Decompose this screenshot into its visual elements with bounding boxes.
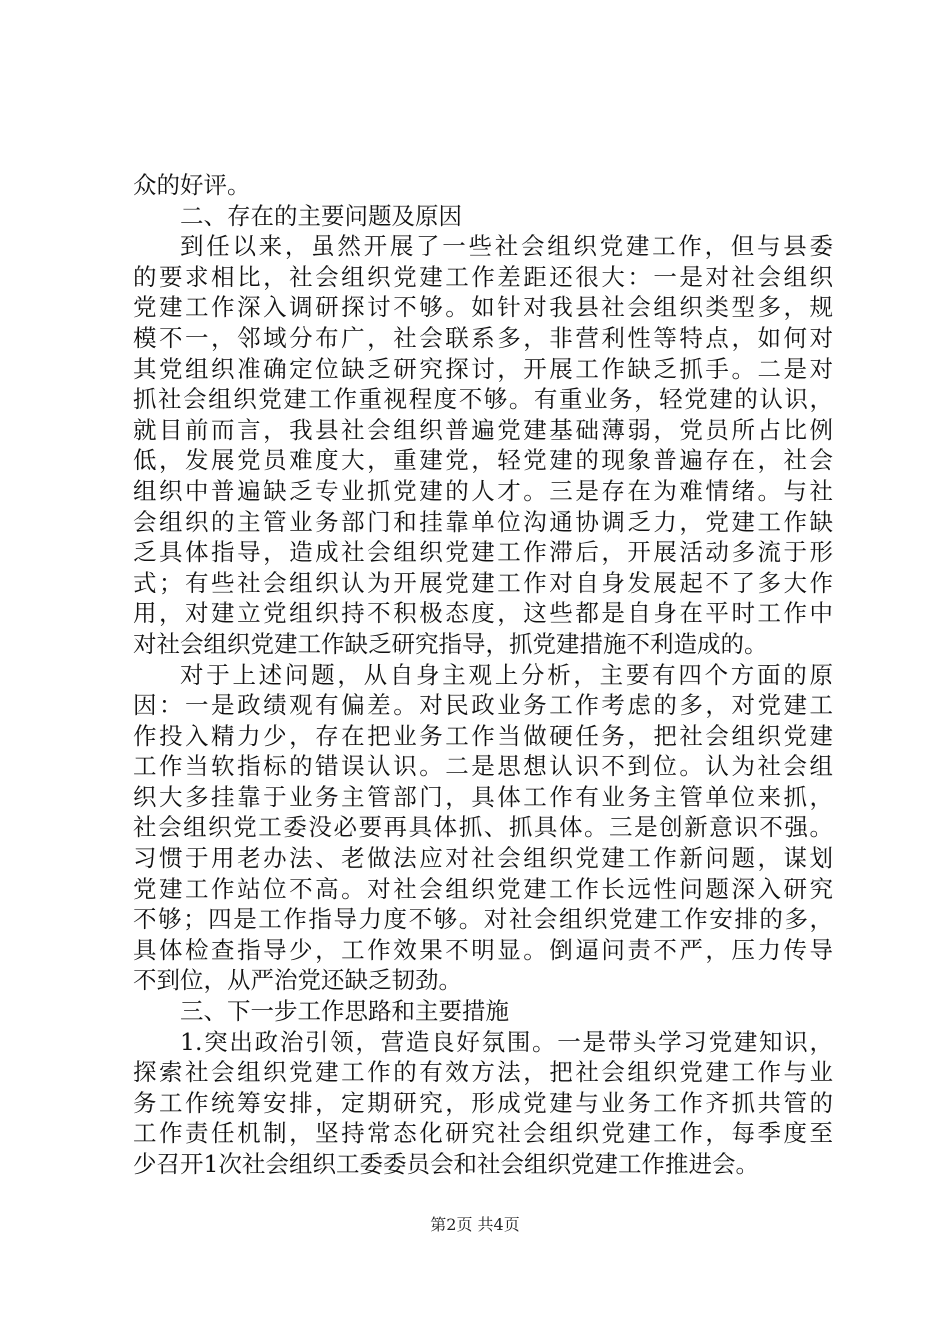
text-line: 工作当软指标的错误认识。二是思想认识不到位。认为社会组 bbox=[133, 752, 833, 781]
text-line: 不够；四是工作指导力度不够。对社会组织党建工作安排的多， bbox=[133, 905, 833, 934]
text-line: 乏具体指导，造成社会组织党建工作滞后，开展活动多流于形 bbox=[133, 538, 833, 567]
text-line: 二、存在的主要问题及原因 bbox=[180, 201, 462, 230]
text-line: 社会组织党工委没必要再具体抓、抓具体。三是创新意识不强。 bbox=[133, 813, 833, 842]
text-line: 抓社会组织党建工作重视程度不够。有重业务，轻党建的认识， bbox=[133, 385, 833, 414]
text-line: 到任以来，虽然开展了一些社会组织党建工作，但与县委 bbox=[180, 232, 833, 261]
text-line: 组织中普遍缺乏专业抓党建的人才。三是存在为难情绪。与社 bbox=[133, 476, 833, 505]
text-line: 探索社会组织党建工作的有效方法，把社会组织党建工作与业 bbox=[133, 1058, 833, 1087]
page-footer: 第2页 共4页 bbox=[430, 1215, 520, 1234]
document-body bbox=[133, 170, 833, 1180]
text-line: 会组织的主管业务部门和挂靠单位沟通协调乏力，党建工作缺 bbox=[133, 507, 833, 536]
text-line: 工作责任机制，坚持常态化研究社会组织党建工作，每季度至 bbox=[133, 1119, 833, 1148]
text-line: 党建工作站位不高。对社会组织党建工作长远性问题深入研究 bbox=[133, 874, 833, 903]
text-line: 务工作统筹安排，定期研究，形成党建与业务工作齐抓共管的 bbox=[133, 1088, 833, 1117]
text-line: 就目前而言，我县社会组织普遍党建基础薄弱，党员所占比例 bbox=[133, 415, 833, 444]
text-line: 织大多挂靠于业务主管部门，具体工作有业务主管单位来抓， bbox=[133, 782, 833, 811]
text-line: 用，对建立党组织持不积极态度，这些都是自身在平时工作中 bbox=[133, 599, 833, 628]
text-line: 模不一，邻域分布广，社会联系多，非营利性等特点，如何对 bbox=[133, 323, 833, 352]
text-line: 1.突出政治引领，营造良好氛围。一是带头学习党建知识， bbox=[180, 1027, 833, 1056]
text-line: 其党组织准确定位缺乏研究探讨，开展工作缺乏抓手。二是对 bbox=[133, 354, 833, 383]
text-line: 众的好评。 bbox=[133, 171, 251, 199]
text-line: 三、下一步工作思路和主要措施 bbox=[180, 997, 509, 1026]
text-line: 式；有些社会组织认为开展党建工作对自身发展起不了多大作 bbox=[133, 568, 833, 597]
text-line: 因：一是政绩观有偏差。对民政业务工作考虑的多，对党建工 bbox=[133, 691, 833, 720]
text-line: 不到位，从严治党还缺乏韧劲。 bbox=[133, 966, 462, 995]
text-line: 对社会组织党建工作缺乏研究指导，抓党建措施不利造成的。 bbox=[133, 629, 768, 658]
text-line: 低，发展党员难度大，重建党，轻党建的现象普遍存在，社会 bbox=[133, 446, 833, 475]
text-line: 习惯于用老办法、老做法应对社会组织党建工作新问题，谋划 bbox=[133, 844, 833, 873]
text-line: 党建工作深入调研探讨不够。如针对我县社会组织类型多，规 bbox=[133, 293, 833, 322]
text-line: 对于上述问题，从自身主观上分析，主要有四个方面的原 bbox=[180, 660, 833, 689]
text-line: 的要求相比，社会组织党建工作差距还很大：一是对社会组织 bbox=[133, 262, 833, 291]
text-line: 少召开1次社会组织工委委员会和社会组织党建工作推进会。 bbox=[133, 1150, 759, 1178]
text-line: 作投入精力少，存在把业务工作当做硬任务，把社会组织党建 bbox=[133, 721, 833, 750]
text-line: 具体检查指导少，工作效果不明显。倒逼问责不严，压力传导 bbox=[133, 935, 833, 964]
